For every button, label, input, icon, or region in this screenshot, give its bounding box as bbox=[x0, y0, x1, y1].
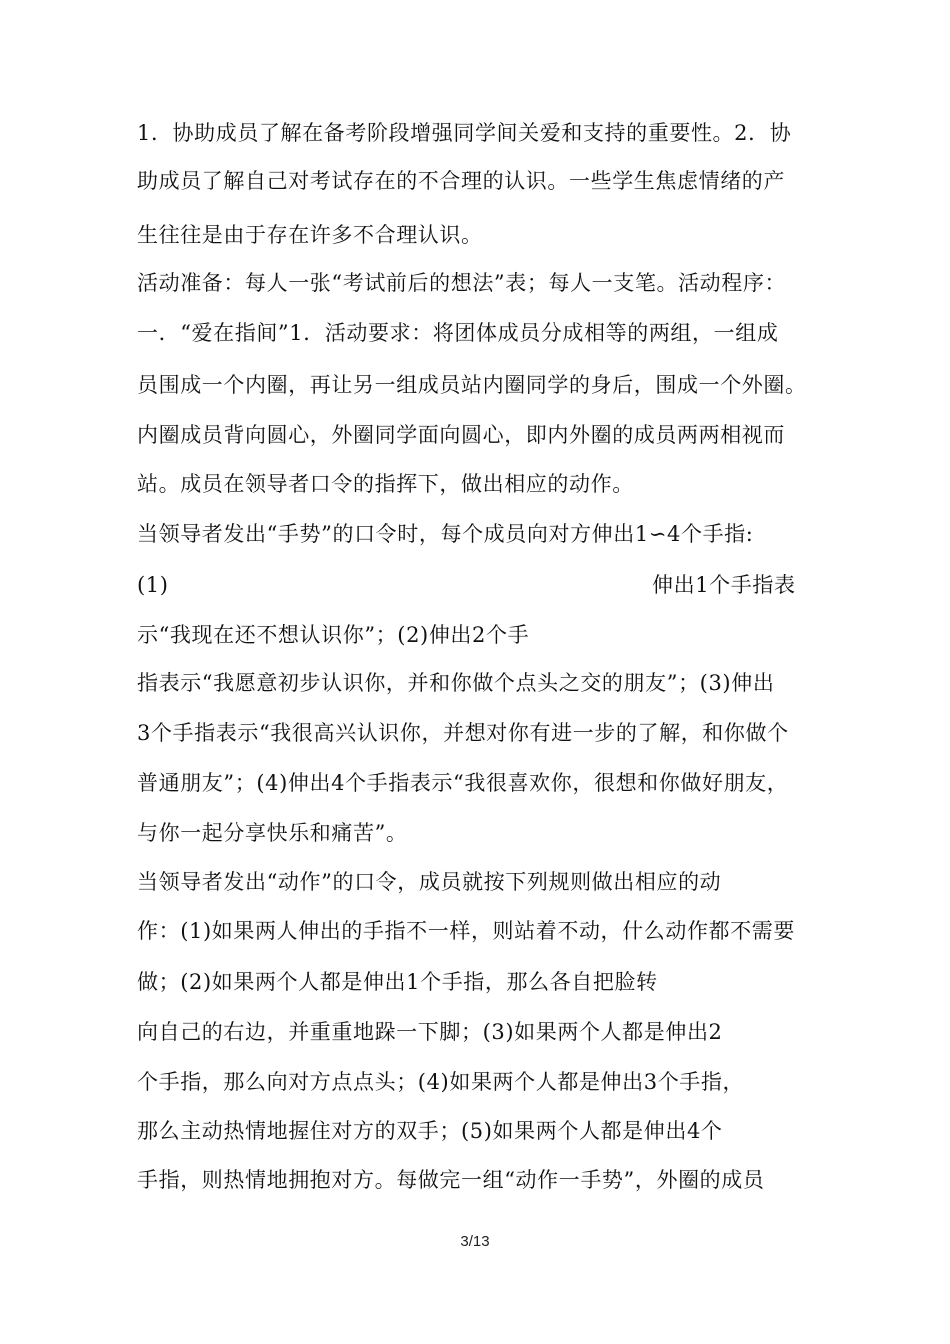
text-line: 活动准备：每人一张“考试前后的想法”表；每人一支笔。活动程序： bbox=[137, 271, 787, 295]
page-number: 3/13 bbox=[460, 1233, 490, 1250]
text-line: 那么主动热情地握住对方的双手；(5)如果两个人都是伸出4个 bbox=[137, 1119, 723, 1143]
text-line: 作：(1)如果两人伸出的手指不一样，则站着不动，什么动作都不需要 bbox=[137, 919, 795, 943]
text-line: 站。成员在领导者口令的指挥下，做出相应的动作。 bbox=[137, 472, 634, 496]
text-line: 与你一起分享快乐和痛苦”。 bbox=[137, 821, 408, 845]
text-line: 个手指，那么向对方点点头；(4)如果两个人都是伸出3个手指， bbox=[137, 1070, 745, 1094]
text-line: 一．“爱在指间”1．活动要求：将团体成员分成相等的两组，一组成 bbox=[137, 321, 779, 345]
text-line: 当领导者发出“手势”的口令时，每个成员向对方伸出1∽4个手指: bbox=[137, 522, 754, 546]
text-line: 1．协助成员了解在备考阶段增强同学间关爱和支持的重要性。2．协 bbox=[137, 121, 792, 145]
text-line: 示“我现在还不想认识你”；(2)伸出2个手 bbox=[137, 623, 530, 647]
text-line: 普通朋友”；(4)伸出4个手指表示“我很喜欢你，很想和你做好朋友， bbox=[137, 771, 789, 795]
text-line: 向自己的右边，并重重地跺一下脚；(3)如果两个人都是伸出2 bbox=[137, 1020, 723, 1044]
text-line: 生往往是由于存在许多不合理认识。 bbox=[137, 223, 483, 247]
text-line: 3个手指表示“我很高兴认识你，并想对你有进一步的了解，和你做个 bbox=[137, 721, 789, 745]
text-line: 指表示“我愿意初步认识你，并和你做个点头之交的朋友”；(3)伸出 bbox=[137, 671, 775, 695]
text-line: 伸出1个手指表 bbox=[652, 573, 796, 597]
text-line: 内圈成员背向圆心，外圈同学面向圆心，即内外圈的成员两两相视而 bbox=[137, 423, 785, 447]
text-line: (1) bbox=[137, 573, 169, 597]
text-line: 员围成一个内圈，再让另一组成员站内圈同学的身后，围成一个外圈。 bbox=[137, 373, 807, 397]
text-line: 当领导者发出“动作”的口令，成员就按下列规则做出相应的动 bbox=[137, 870, 722, 894]
text-line: 做；(2)如果两个人都是伸出1个手指，那么各自把脸转 bbox=[137, 970, 658, 994]
text-line: 助成员了解自己对考试存在的不合理的认识。一些学生焦虑情绪的产 bbox=[137, 169, 785, 193]
text-line: 手指，则热情地拥抱对方。每做完一组“动作一手势”，外圈的成员 bbox=[137, 1168, 765, 1192]
